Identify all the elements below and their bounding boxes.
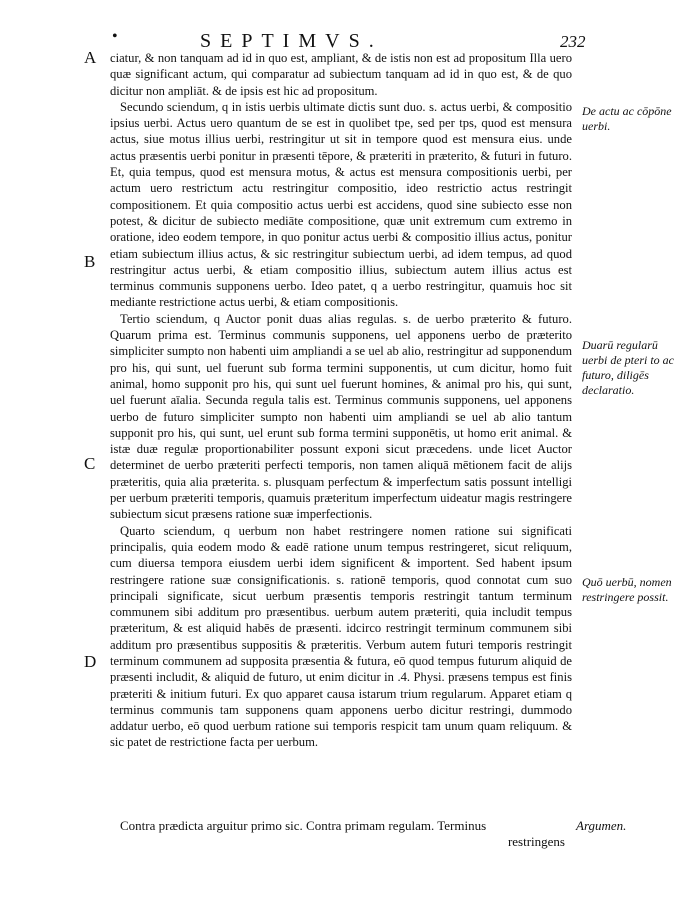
side-note-duarum-regularum: Duarū regularū uerbi de pteri to ac futuro, diligēs declaratio. — [582, 338, 674, 397]
side-note-argumentum: Argumen. — [576, 818, 627, 833]
paragraph-tertio: Tertio sciendum, q Auctor ponit duas alias regulas. s. de uerbo præterito & futuro. Quarum prima est. Terminus communis supponens, uel apponens uerbo de præterito simpliciter sumpto non habenti uim ampliandi a se uel ab alio, restringitur ad supponendum pro his, qui sunt, uel fuerunt sub forma termini supponentis, ut cum dicitur, homo fuit animal, homo supponit pro his, qui sunt uel fuerunt homines, & animal pro his, qui sunt, uel fuerunt aīalia. Secunda regula talis est. Terminus communis supponens, uel apponens uerbo de futuro simpliciter sumpto non habenti uim ampliandi se uel ab alio tantum supponit pro his, qui sunt, uel erunt sub forma termini supponētis, ut homo erit animal. & istæ duæ regulæ proportionabiliter possunt exponi sicut præcedens. unde licet Auctor determinet de uerbo præteriti perfecti temporis, non tamen aliquā mētionem facit de alijs præteritis, quia alia præterita. s. plusquam perfectum & imperfectum satis possunt intelligi per uerbum præteriti temporis, quamuis præteritum imperfectum uideatur magis restringere subiectum sicut præsens ratione suæ imperfectionis. — [110, 311, 572, 522]
catchword: restringens — [507, 834, 565, 849]
running-title: SEPTIMVS. — [200, 30, 383, 52]
section-marker-a: A — [84, 48, 97, 67]
section-marker-c: C — [84, 454, 96, 473]
paragraph-secundo: Secundo sciendum, q in istis uerbis ultimate dictis sunt duo. s. actus uerbi, & compositio ipsius uerbi. Actus uero quantum de se est in quolibet tpe, sed per tps, quod est mensura actus, siue motus illius uerbi, restringitur ut sit in tempore quod est mensura eius. unde actus præsentis uerbi ponitur in præsenti tēpore, & præteriti in præterito, & futuri in futuro. Et, quia tempus, quod est mensura motus, & actus est mensura compositionis uerbi, per actum uero restrictum actu restringitur compositio, ideo restrictio actus restringit compositionem. Et quia compositio actus uerbi est accidens, quod sine subiecto esse non potest, & dicitur de subiecto mediāte compositione, quæ unit extremum cum extremo in oratione, ideo eodem tempore, in quo ponitur actus uerbi & compositio illius actus, ponitur etiam subiectum illius actus, & sic restringitur subiectum uerbi, ad idem tempus, ad quod restringitur actus uerbi, & etiam compositio illius, subiectum autem illius actus est terminus communis supponens uerbo. Ideo patet, q a uerbo restringitur, quamuis hoc sit mediante restrictione actus uerbi, & etiam compositionis. — [110, 99, 572, 310]
closing-line — [120, 818, 570, 849]
side-note-quo-uerbum: Quō uerbū, nomen restringere possit. — [582, 575, 672, 604]
header-mark: • — [112, 28, 118, 45]
section-marker-d: D — [84, 652, 97, 671]
side-note-de-actu: De actu ac cōpōne uerbi. — [582, 104, 672, 133]
paragraph-quarto: Quarto sciendum, q uerbum non habet restringere nomen ratione sui significati principalis, quia eodem modo & eadē ratione unum tempus restringeret, sicut reliquum, cum diuersa tempora eiusdem uerbi idem significent & importent. Sed habent ipsum restringere ratione suæ consignificationis. s. rationē temporis, quod connotat cum suo principali significate, sicut uerbum præsentis temporis restringit tantum terminum communem sibi additum pro præsentibus. uerbum autem præteriti, quia includit tempus præteritum, & est aliquid habēs de præsenti. idcirco restringit terminum communem sibi additum pro præsentibus suppositis & præteritis. Verbum autem futuri temporis restringit terminum communem ad supposita præsentia & futura, eō quod tempus futurum aliquid de præsenti includit, & aliquid de futuro, ut enim dicitur in .4. Physi. præsens tempus est finis præteriti & initium futuri. Ex quo apparet causa istarum trium regularum. Apparet etiam q terminus communis tam supponens quam apponens uerbo dicitur restringi, dummodo addatur uerbo, eō quod uerbum ratione sui temporis respicit tam unum quam reliquum. & sic patet de restrictione facta per uerbum. — [110, 523, 572, 750]
section-marker-b: B — [84, 252, 96, 271]
paragraph-continuation: ciatur, & non tanquam ad id in quo est, ampliant, & de istis non est ad propositum Illa uero quæ significant actum, qui comparatur ad subiectum tanquam ad id in quo est, & de quo dicitur non ampliāt. & de ipsis est hic ad propositum. — [110, 51, 572, 98]
page-number: 232 — [560, 32, 586, 51]
main-text — [110, 50, 572, 751]
closing-text: Contra prædicta arguitur primo sic. Contra primam regulam. Terminus — [120, 818, 487, 833]
